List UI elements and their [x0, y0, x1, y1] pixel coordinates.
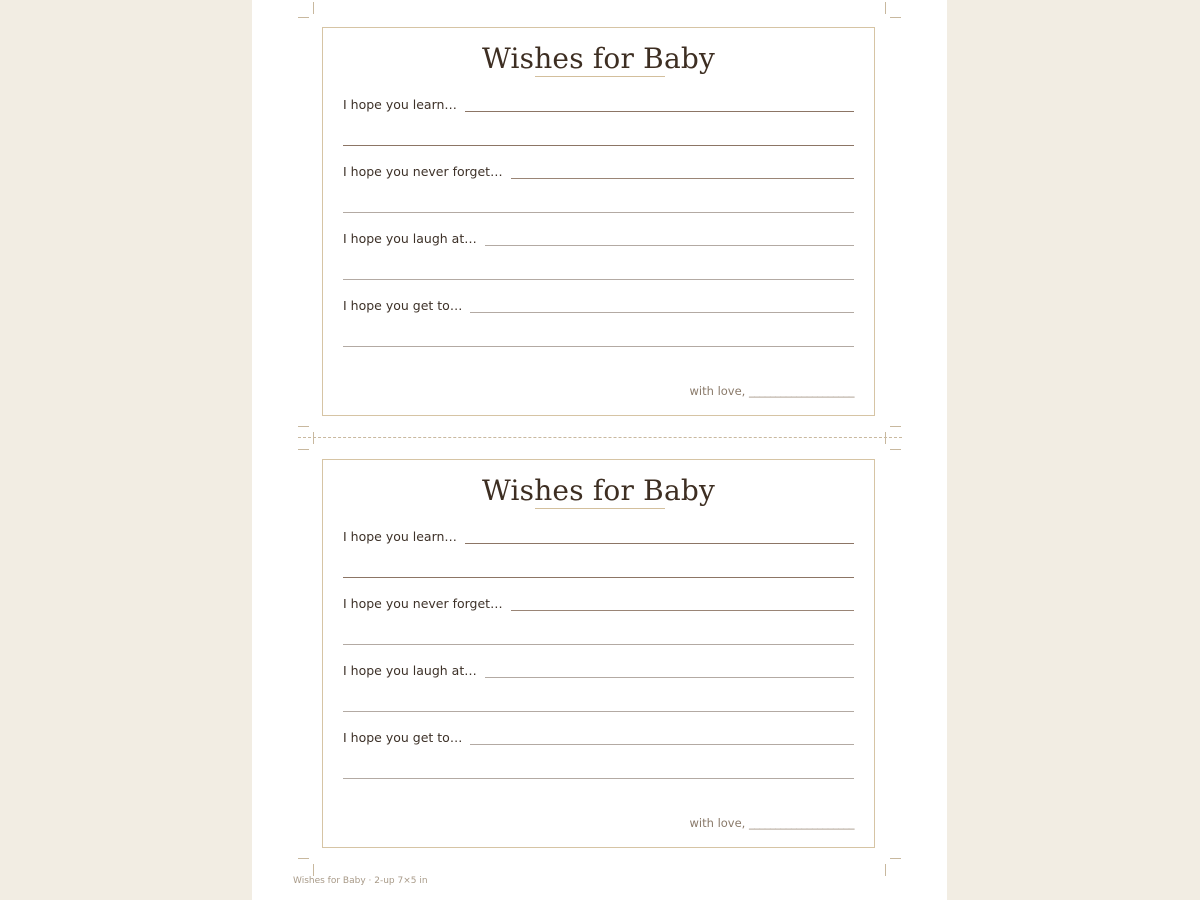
writing-line-get-to-1[interactable] [470, 312, 854, 313]
writing-line-learn-2[interactable] [343, 145, 854, 146]
signature-label: with love, [689, 384, 746, 398]
wish-card-2 [322, 459, 875, 848]
title-underline [535, 508, 665, 509]
prompt-get-to-label: I hope you get to… [343, 730, 463, 745]
prompt-get-to-label: I hope you get to… [343, 298, 463, 313]
writing-line-get-to-2[interactable] [343, 778, 854, 779]
crop-mark-mid-left-h2 [298, 449, 309, 450]
prompt-learn-label: I hope you learn… [343, 97, 457, 112]
writing-line-learn-2[interactable] [343, 577, 854, 578]
crop-mark-mid-right-h2 [890, 449, 901, 450]
writing-line-laugh-1[interactable] [485, 677, 854, 678]
writing-line-learn-1[interactable] [465, 111, 854, 112]
prompt-laugh-label: I hope you laugh at… [343, 663, 477, 678]
card-title: Wishes for Baby [481, 42, 715, 75]
crop-mark-mid-right-h1 [890, 426, 901, 427]
crop-mark-top-right-v [885, 2, 886, 14]
signature-line[interactable] [690, 384, 854, 398]
printable-sheet [252, 0, 947, 900]
wish-card-1 [322, 27, 875, 416]
cut-line [298, 437, 902, 438]
writing-line-learn-1[interactable] [465, 543, 854, 544]
writing-line-get-to-1[interactable] [470, 744, 854, 745]
writing-line-get-to-2[interactable] [343, 346, 854, 347]
signature-blank[interactable]: ____________________ [749, 816, 854, 830]
signature-label: with love, [689, 816, 746, 830]
card-title: Wishes for Baby [481, 474, 715, 507]
writing-line-never-forget-1[interactable] [511, 178, 854, 179]
crop-mark-mid-right-v [885, 432, 886, 444]
signature-line[interactable] [690, 816, 854, 830]
crop-mark-mid-left-v [313, 432, 314, 444]
prompt-never-forget-label: I hope you never forget… [343, 596, 503, 611]
crop-mark-mid-left-h1 [298, 426, 309, 427]
writing-line-never-forget-2[interactable] [343, 644, 854, 645]
signature-blank[interactable]: ____________________ [749, 384, 854, 398]
writing-line-laugh-2[interactable] [343, 711, 854, 712]
crop-mark-top-left-v [313, 2, 314, 14]
crop-mark-top-right-h [890, 17, 901, 18]
crop-mark-bottom-left-v [313, 864, 314, 876]
footer-note: Wishes for Baby · 2-up 7×5 in [293, 876, 428, 886]
crop-mark-top-left-h [298, 17, 309, 18]
writing-line-never-forget-2[interactable] [343, 212, 854, 213]
prompt-never-forget-label: I hope you never forget… [343, 164, 503, 179]
crop-mark-bottom-right-v [885, 864, 886, 876]
writing-line-never-forget-1[interactable] [511, 610, 854, 611]
crop-mark-bottom-left-h [298, 858, 309, 859]
title-underline [535, 76, 665, 77]
crop-mark-bottom-right-h [890, 858, 901, 859]
prompt-laugh-label: I hope you laugh at… [343, 231, 477, 246]
writing-line-laugh-2[interactable] [343, 279, 854, 280]
prompt-learn-label: I hope you learn… [343, 529, 457, 544]
writing-line-laugh-1[interactable] [485, 245, 854, 246]
